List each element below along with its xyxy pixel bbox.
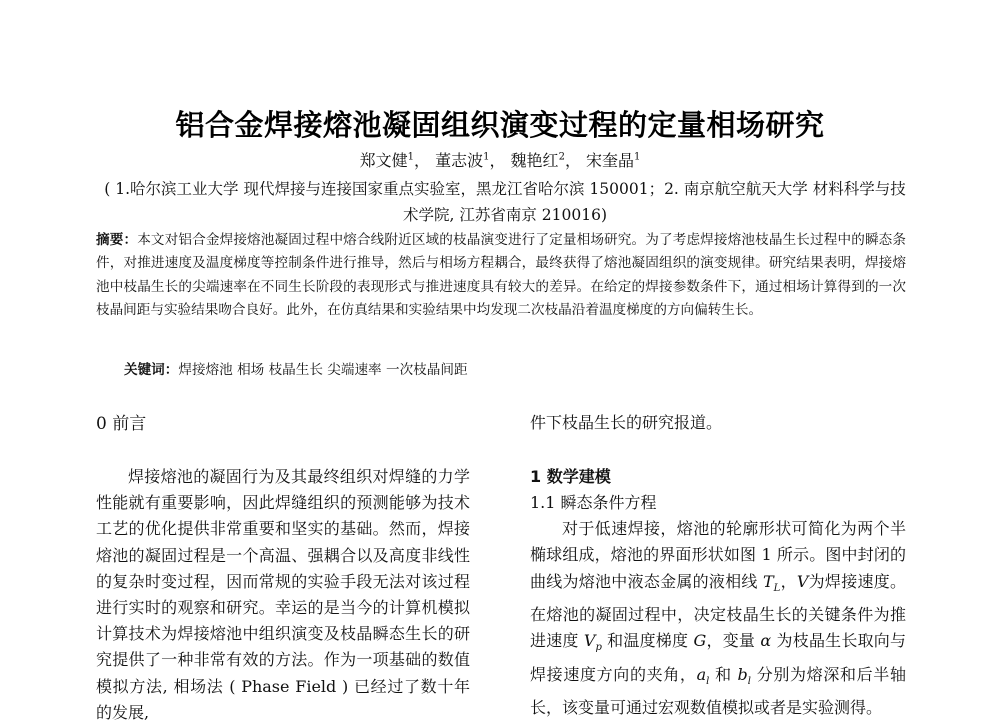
right-column bbox=[530, 410, 906, 721]
author-affil-mark: 2 bbox=[558, 151, 565, 163]
symbol-subscript: L bbox=[773, 582, 781, 594]
symbol-G: G bbox=[693, 631, 707, 651]
keywords-label: 关键词： bbox=[124, 362, 179, 378]
left-column bbox=[96, 410, 470, 726]
author-name: 董志波 bbox=[435, 151, 484, 170]
author-name: 郑文健 bbox=[359, 151, 408, 170]
intro-paragraph: 焊接熔池的凝固行为及其最终组织对焊缝的力学性能就有重要影响，因此焊缝组织的预测能够为技术工艺的优化提供非常重要和坚实的基础。然而，焊接熔池的凝固过程是一个高温、强耦合以及高度非线性的复杂时变过程，因而常规的实验手段无法对该过程进行实时的观察和研究。幸运的是当今的计算机模拟计算技术为焊接熔池中组织演变及枝晶瞬态生长的研究提供了一种非常有效的方法。作为一项基础的数值模拟方法, 相场法 ( Phase Field ) 已经过了数十年的发展, bbox=[96, 467, 470, 722]
text-run: ，变量 bbox=[706, 631, 761, 651]
symbol-Vp bbox=[583, 631, 602, 654]
section-heading-modeling: 1 数学建模 bbox=[530, 467, 611, 487]
transient-paragraph bbox=[530, 516, 906, 721]
keywords-text: 焊接熔池 相场 枝晶生长 尖端速率 一次枝晶间距 bbox=[178, 362, 468, 378]
text-run: 分别为熔深和后半轴长，该变量可通过宏观数值模拟或者是实验测得。 bbox=[530, 664, 906, 717]
symbol-main: V bbox=[583, 631, 596, 651]
abstract-text: 本文对铝合金焊接熔池凝固过程中熔合线附近区域的枝晶演变进行了定量相场研究。为了考虑焊接熔池枝晶生长过程中的瞬态条件，对推进速度及温度梯度等控制条件进行推导，然后与相场方程耦合，最终获得了熔池凝固组织的演变规律。研究结果表明，焊接熔池中枝晶生长的尖端速率在不同生长阶段的表现形式与推进速度具有较大的差异。在给定的焊接参数条件下，通过相场计算得到的一次枝晶间距与实验结果吻合良好。此外，在仿真结果和实验结果中均发现二次枝晶沿着温度梯度的方向偏转生长。 bbox=[96, 232, 907, 319]
symbol-main: T bbox=[763, 571, 774, 591]
paper-title: 铝合金焊接熔池凝固组织演变过程的定量相场研究 bbox=[175, 108, 825, 142]
author-list: 郑文健$^1$， 董志波$^1$， 魏艳红$^2$， 宋奎晶$^1$ bbox=[359, 151, 641, 170]
symbol-main: b bbox=[737, 664, 748, 684]
continued-text: 件下枝晶生长的研究报道。 bbox=[530, 413, 723, 432]
author-affil-mark: 1 bbox=[407, 151, 414, 163]
symbol-subscript: l bbox=[706, 675, 710, 687]
author-affil-mark: 1 bbox=[634, 151, 641, 163]
text-run: 和 bbox=[709, 664, 738, 684]
text-run: 为枝晶生长取向与焊接速度方向的夹角， bbox=[530, 631, 906, 684]
symbol-bl bbox=[737, 664, 751, 687]
author-name: 宋奎晶 bbox=[586, 151, 635, 170]
symbol-TL bbox=[763, 571, 781, 594]
subsection-heading-transient: 1.1 瞬态条件方程 bbox=[530, 493, 657, 513]
symbol-al bbox=[696, 664, 710, 687]
symbol-V: V bbox=[796, 571, 809, 591]
author-affil-mark: 1 bbox=[483, 151, 490, 163]
keywords bbox=[124, 359, 904, 382]
symbol-main: a bbox=[696, 664, 707, 684]
text-run: ， bbox=[780, 571, 797, 591]
abstract-label: 摘要： bbox=[96, 232, 138, 248]
text-run: 和温度梯度 bbox=[601, 631, 694, 651]
text-run: 对于低速焊接，熔池的轮廓形状可简化为两个半椭球组成，熔池的界面形状如图 1 所示。图中封闭的曲线为熔池中液态金属的液相线 bbox=[530, 519, 906, 591]
symbol-subscript: l bbox=[747, 675, 751, 687]
section-heading-intro: 0 前言 bbox=[96, 414, 147, 434]
text-run: 为焊接速度。在熔池的凝固过程中，决定枝晶生长的关键条件为推进速度 bbox=[530, 571, 906, 651]
symbol-subscript: p bbox=[595, 642, 602, 654]
author-name: 魏艳红 bbox=[510, 151, 559, 170]
affiliation: ( 1.哈尔滨工业大学 现代焊接与连接国家重点实验室，黑龙江省哈尔滨 150001；2. 南京航空航天大学 材料科学与技术学院, 江苏省南京 210016) bbox=[104, 180, 906, 224]
abstract bbox=[96, 229, 906, 323]
symbol-alpha: α bbox=[760, 631, 772, 651]
